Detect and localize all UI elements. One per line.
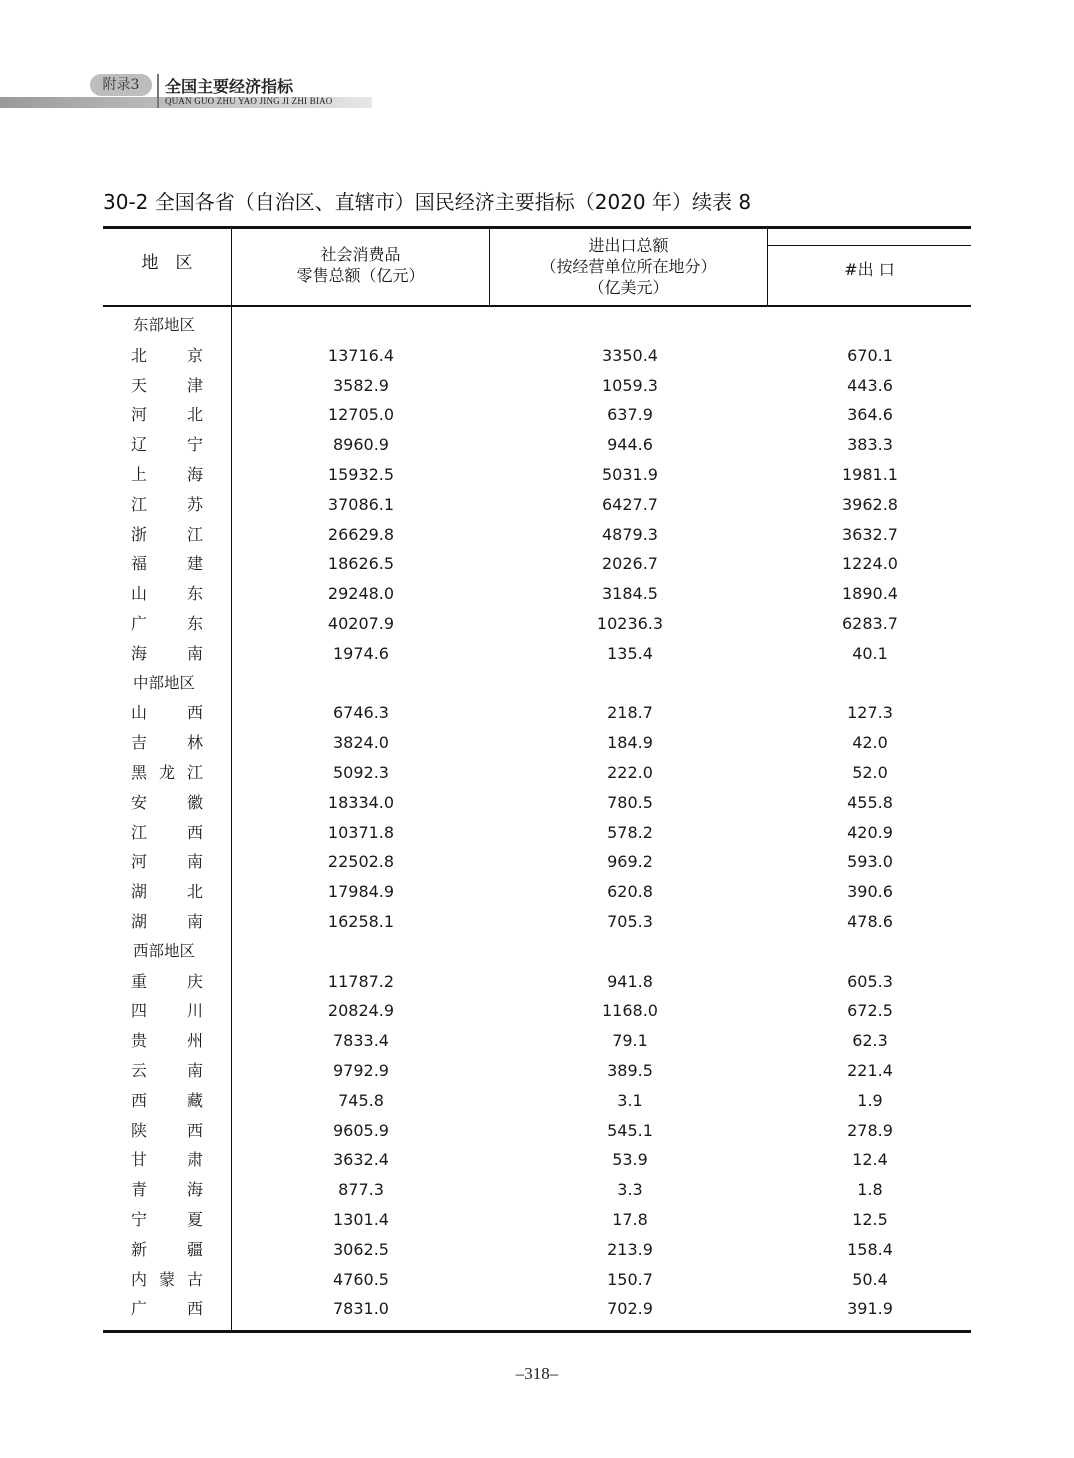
trade-total-value: 545.1 [607,1120,653,1140]
region-name: 云南 [131,1060,203,1080]
table-row [103,490,971,520]
trade-total-value: 637.9 [607,405,653,425]
table-row [103,460,971,490]
header-retail-line-1: 社会消费品 [320,245,401,264]
region-name: 山东 [131,584,203,604]
header-trade-line-2: （按经营单位所在地分） [540,257,717,276]
table-row [103,907,971,937]
retail-sales-value: 3632.4 [333,1150,389,1170]
retail-sales-value: 3824.0 [333,733,389,753]
table-row [103,967,971,997]
region-group-row [103,937,971,967]
table-top-rule [103,226,971,229]
table-row [103,698,971,728]
header-trade [490,235,767,298]
header-retail [232,244,489,286]
trade-total-value: 705.3 [607,911,653,931]
retail-sales-value: 15932.5 [327,464,395,484]
export-value: 221.4 [847,1060,893,1080]
table-row [103,520,971,550]
trade-total-value: 79.1 [612,1031,648,1051]
table-row [103,877,971,907]
header-trade-line-1: 进出口总额 [588,236,669,255]
trade-total-value: 135.4 [607,643,653,663]
region-name: 江苏 [131,494,203,514]
retail-sales-value: 18334.0 [327,792,395,812]
retail-sales-value: 9792.9 [333,1060,389,1080]
region-name: 河北 [131,405,203,425]
retail-sales-value: 745.8 [338,1090,384,1110]
region-name: 宁夏 [131,1209,203,1229]
region-name: 湖南 [131,911,203,931]
trade-total-value: 620.8 [607,882,653,902]
region-name: 新疆 [131,1239,203,1259]
table-row [103,639,971,669]
region-group-row [103,669,971,699]
export-value: 50.4 [852,1269,888,1289]
region-name: 上海 [131,464,203,484]
retail-sales-value: 1974.6 [333,643,389,663]
region-name: 山西 [131,703,203,723]
region-name: 海南 [131,643,203,663]
export-value: 127.3 [847,703,893,723]
region-name: 浙江 [131,524,203,544]
table-row [103,579,971,609]
trade-total-value: 941.8 [607,971,653,991]
trade-total-value: 218.7 [607,703,653,723]
trade-total-value: 6427.7 [602,494,658,514]
trade-total-value: 1059.3 [602,375,658,395]
region-name: 广东 [131,613,203,633]
retail-sales-value: 11787.2 [327,971,395,991]
retail-sales-value: 5092.3 [333,762,389,782]
table-row [103,1116,971,1146]
export-value: 3962.8 [842,494,898,514]
retail-sales-value: 9605.9 [333,1120,389,1140]
region-name: 湖北 [131,882,203,902]
table-row [103,1175,971,1205]
region-name: 辽宁 [131,435,203,455]
export-value: 391.9 [847,1299,893,1319]
region-name: 广西 [131,1299,203,1319]
export-value: 12.5 [852,1209,888,1229]
export-value: 420.9 [847,822,893,842]
export-group-rule [768,245,971,246]
retail-sales-value: 29248.0 [327,584,395,604]
retail-sales-value: 10371.8 [327,822,395,842]
header-title: 全国主要经济指标 [165,77,294,96]
table-row [103,758,971,788]
region-group-label: 西部地区 [133,941,196,960]
trade-total-value: 389.5 [607,1060,653,1080]
table-row [103,996,971,1026]
table-row [103,1026,971,1056]
region-name: 安徽 [131,792,203,812]
export-value: 443.6 [847,375,893,395]
header-retail-line-2: 零售总额（亿元） [296,266,425,285]
retail-sales-value: 6746.3 [333,703,389,723]
header-trade-line-3: （亿美元） [588,278,669,297]
export-value: 390.6 [847,882,893,902]
table-row [103,400,971,430]
export-value: 605.3 [847,971,893,991]
trade-total-value: 578.2 [607,822,653,842]
trade-total-value: 150.7 [607,1269,653,1289]
trade-total-value: 3.3 [617,1180,643,1200]
region-name: 北京 [131,345,203,365]
export-value: 42.0 [852,733,888,753]
region-name: 四川 [131,1001,203,1021]
export-value: 1981.1 [842,464,898,484]
region-name: 吉林 [131,733,203,753]
trade-total-value: 222.0 [607,762,653,782]
export-value: 6283.7 [842,613,898,633]
export-value: 1890.4 [842,584,898,604]
trade-total-value: 213.9 [607,1239,653,1259]
trade-total-value: 184.9 [607,733,653,753]
export-value: 12.4 [852,1150,888,1170]
header-bottom-rule [103,305,971,307]
table-row [103,847,971,877]
retail-sales-value: 1301.4 [333,1209,389,1229]
table-row [103,1294,971,1324]
appendix-tag: 附录3 [90,74,152,96]
trade-total-value: 17.8 [612,1209,648,1229]
retail-sales-value: 3582.9 [333,375,389,395]
trade-total-value: 969.2 [607,852,653,872]
table-row [103,1265,971,1295]
region-name: 江西 [131,822,203,842]
export-value: 383.3 [847,435,893,455]
retail-sales-value: 7833.4 [333,1031,389,1051]
retail-sales-value: 16258.1 [327,911,395,931]
trade-total-value: 4879.3 [602,524,658,544]
retail-sales-value: 22502.8 [327,852,395,872]
export-value: 364.6 [847,405,893,425]
table-row [103,1205,971,1235]
trade-total-value: 944.6 [607,435,653,455]
retail-sales-value: 12705.0 [327,405,395,425]
region-name: 重庆 [131,971,203,991]
export-value: 593.0 [847,852,893,872]
page-number: –318– [515,1364,559,1383]
retail-sales-value: 4760.5 [333,1269,389,1289]
region-name: 西藏 [131,1090,203,1110]
region-group-row [103,311,971,341]
export-value: 278.9 [847,1120,893,1140]
trade-total-value: 5031.9 [602,464,658,484]
region-name: 甘肃 [131,1150,203,1170]
region-name: 福建 [131,554,203,574]
retail-sales-value: 8960.9 [333,435,389,455]
header-region: 地 区 [141,253,193,273]
region-name: 天津 [131,375,203,395]
table-row [103,549,971,579]
export-value: 40.1 [852,643,888,663]
trade-total-value: 2026.7 [602,554,658,574]
region-name: 黑龙江 [131,762,203,782]
retail-sales-value: 877.3 [338,1180,384,1200]
table-caption: 30-2 全国各省（自治区、直辖市）国民经济主要指标（2020 年）续表 8 [103,190,752,214]
export-value: 455.8 [847,792,893,812]
trade-total-value: 3350.4 [602,345,658,365]
table-row [103,818,971,848]
export-value: 478.6 [847,911,893,931]
table-bottom-rule [103,1330,971,1333]
trade-total-value: 702.9 [607,1299,653,1319]
region-name: 河南 [131,852,203,872]
retail-sales-value: 3062.5 [333,1239,389,1259]
export-value: 158.4 [847,1239,893,1259]
trade-total-value: 1168.0 [602,1001,658,1021]
header-export: #出 口 [844,260,895,279]
retail-sales-value: 26629.8 [327,524,395,544]
table-row [103,371,971,401]
region-name: 内蒙古 [131,1269,203,1289]
table-body [103,311,971,1324]
header-separator [157,74,159,108]
region-group-label: 中部地区 [133,673,196,692]
retail-sales-value: 20824.9 [327,1001,395,1021]
table-row [103,728,971,758]
retail-sales-value: 40207.9 [327,613,395,633]
export-value: 670.1 [847,345,893,365]
header-subtitle: QUAN GUO ZHU YAO JING JI ZHI BIAO [165,96,333,106]
table-row [103,341,971,371]
table-row [103,1086,971,1116]
region-name: 陕西 [131,1120,203,1140]
export-value: 1.9 [857,1090,883,1110]
export-value: 52.0 [852,762,888,782]
export-value: 672.5 [847,1001,893,1021]
region-name: 贵州 [131,1031,203,1051]
region-group-label: 东部地区 [133,316,196,334]
table-row [103,788,971,818]
retail-sales-value: 18626.5 [327,554,395,574]
trade-total-value: 3.1 [617,1090,643,1110]
export-value: 1224.0 [842,554,898,574]
region-name: 青海 [131,1180,203,1200]
table-row [103,430,971,460]
export-value: 1.8 [857,1180,883,1200]
table-row [103,609,971,639]
trade-total-value: 10236.3 [596,613,664,633]
trade-total-value: 3184.5 [602,584,658,604]
retail-sales-value: 17984.9 [327,882,395,902]
export-value: 3632.7 [842,524,898,544]
trade-total-value: 53.9 [612,1150,648,1170]
export-value: 62.3 [852,1031,888,1051]
table-row [103,1235,971,1265]
retail-sales-value: 37086.1 [327,494,395,514]
table-row [103,1056,971,1086]
retail-sales-value: 13716.4 [327,345,395,365]
retail-sales-value: 7831.0 [333,1299,389,1319]
trade-total-value: 780.5 [607,792,653,812]
table-row [103,1145,971,1175]
